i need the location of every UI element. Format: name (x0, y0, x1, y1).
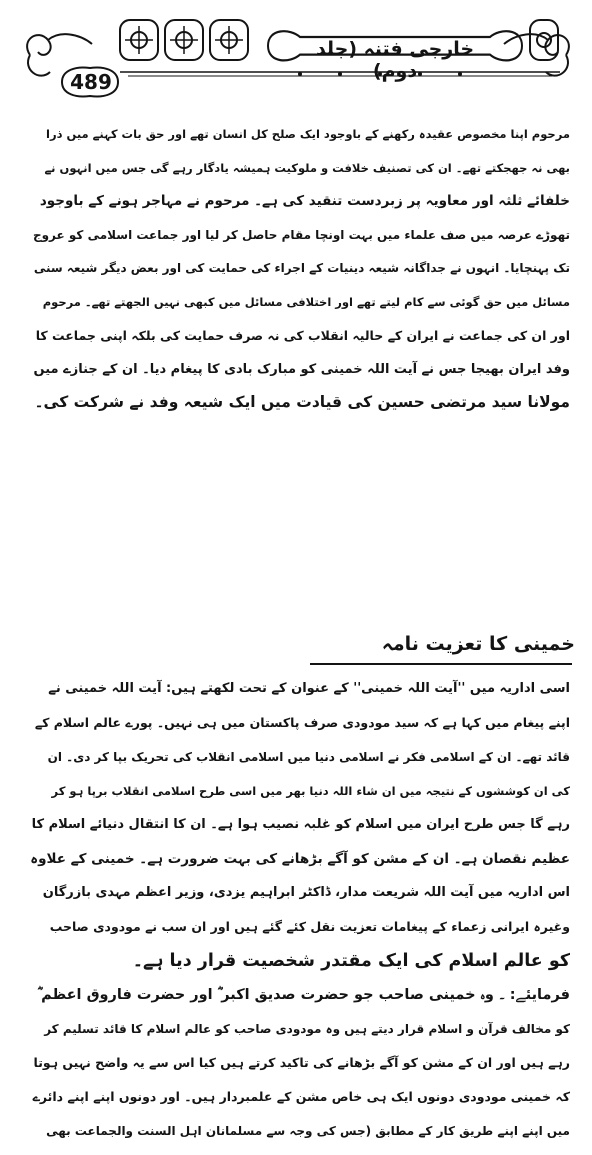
paragraph-2 (30, 672, 570, 1148)
text-line: فرمایئے: ۔ وہ خمینی صاحب جو حضرت صدیق اکبر ؓ اور حضرت فاروق اعظم ؓ (37, 987, 570, 1003)
text-line: وغیرہ ایرانی زعماء کے پیغامات تعزیت نقل کئے گئے ہیں اور ان سب نے مودودی صاحب (49, 919, 570, 934)
text-line: کہ خمینی مودودی دونوں ایک ہی خاص مشن کے علمبردار ہیں۔ اور دونوں اپنے اپنے دائرے (32, 1089, 570, 1104)
text-line: رہے گا جس طرح ایران میں اسلام کو غلبہ نصیب ہوا ہے۔ ان کا انتقال دنیائے اسلام کا (31, 817, 570, 832)
heading-underline (310, 663, 572, 665)
text-line: مسائل میں حق گوئی سے کام لیتے تھے اور اختلافی مسائل میں کبھی نہیں الجھتے تھے۔ مرحوم (42, 294, 570, 309)
text-line: بھی نہ جھجکتے تھے۔ ان کی تصنیف خلافت و ملوکیت ہمیشہ یادگار رہے گی جس میں انہوں نے (44, 160, 570, 175)
text-line: مرحوم اپنا مخصوص عقیدہ رکھنے کے باوجود ایک صلح کل انسان تھے اور حق بات کہنے میں ذرا (46, 127, 570, 141)
text-line: اور ان کی جماعت نے ایران کے حالیہ انقلاب کی نہ صرف حمایت کی بلکہ اپنی جماعت کا (35, 328, 570, 343)
text-line: مولانا سید مرتضی حسین کی قیادت میں ایک شیعہ وفد نے شرکت کی۔ (34, 393, 570, 411)
text-line: اسی اداریہ میں ''آیت اللہ خمینی'' کے عنوان کے تحت لکھتے ہیں: آیت اللہ خمینی نے (48, 681, 570, 696)
section-heading: خمینی کا تعزیت نامہ (381, 633, 575, 655)
text-line: عظیم نقصان ہے۔ ان کے مشن کو آگے بڑھانے کی بہت ضرورت ہے۔ خمینی کے علاوہ (30, 851, 570, 867)
paragraph-1 (30, 118, 570, 420)
text-line: اپنے پیغام میں کہا ہے کہ سید مودودی صرف پاکستان میں ہی نہیں۔ پورے عالم اسلام کے (34, 715, 570, 730)
page-header (0, 0, 592, 110)
running-title: خارجی فتنہ (جلد دوم) (315, 38, 475, 82)
text-line: تک پہنچایا۔ انہوں نے جداگانہ شیعہ دینیات کے اجراء کی حمایت کی اور بعض دیگر شیعہ سنی (33, 261, 570, 275)
text-line: میں اپنے اپنے طریق کار کے مطابق (جس کی وجہ سے مسلمانان اہل السنت والجماعت بھی (46, 1124, 570, 1138)
text-line: کو عالم اسلام کی ایک مقتدر شخصیت قرار دیا ہے۔ (132, 951, 570, 971)
text-line: کی ان کوششوں کے نتیجہ میں ان شاء اللہ دنیا بھر میں اسی طرح اسلامی انقلاب برپا ہو کر (51, 784, 570, 798)
text-line: خلفائے ثلثہ اور معاویہ پر زبردست تنقید کی ہے۔ مرحوم نے مہاجر ہونے کے باوجود (39, 193, 570, 209)
text-line: وفد ایران بھیجا جس نے آیت اللہ خمینی کو مبارک بادی کا پیغام دیا۔ ان کے جنازے میں (33, 361, 570, 377)
text-line: رہے ہیں اور ان کے مشن کو آگے بڑھانے کی تاکید کرتے ہیں کیا اس سے یہ واضح نہیں ہوتا (33, 1055, 570, 1070)
page-number: 489 (70, 70, 112, 94)
text-line: قائد تھے۔ ان کے اسلامی فکر نے اسلامی دنیا میں اسلامی انقلاب کی تحریک بپا کر دی۔ ان (47, 750, 570, 764)
text-line: تھوڑے عرصہ میں صف علماء میں بہت اونچا مقام حاصل کر لیا اور جماعت اسلامی کو عروج (32, 227, 570, 242)
text-line: اس اداریہ میں آیت اللہ شریعت مدار، ڈاکٹر ابراہیم یزدی، وزیر اعظم مہدی بازرگان (42, 885, 570, 900)
text-line: کو مخالف قرآن و اسلام قرار دیتے ہیں وہ مودودی صاحب کو عالم اسلام کا قائد تسلیم کر (44, 1022, 570, 1036)
